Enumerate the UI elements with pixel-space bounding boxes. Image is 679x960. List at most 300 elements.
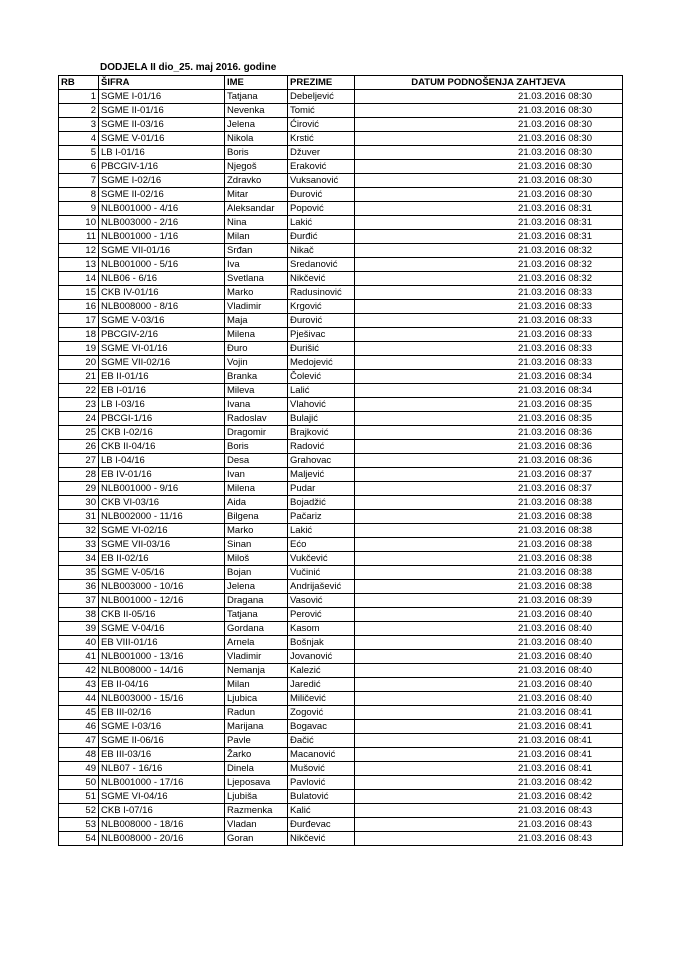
table-row — [59, 748, 623, 762]
cell-rb: 19 — [59, 342, 99, 356]
cell-ime: Gordana — [225, 622, 288, 636]
cell-rb: 2 — [59, 104, 99, 118]
cell-rb: 4 — [59, 132, 99, 146]
table-row — [59, 552, 623, 566]
cell-sifra: NLB001000 - 4/16 — [99, 202, 225, 216]
table-row — [59, 104, 623, 118]
cell-datum: 21.03.2016 08:31 — [355, 202, 623, 216]
table-row — [59, 412, 623, 426]
table-row — [59, 286, 623, 300]
cell-prezime: Vukčević — [288, 552, 355, 566]
cell-prezime: Kasom — [288, 622, 355, 636]
cell-prezime: Jaredić — [288, 678, 355, 692]
cell-ime: Nikola — [225, 132, 288, 146]
cell-rb: 51 — [59, 790, 99, 804]
cell-sifra: NLB001000 - 13/16 — [99, 650, 225, 664]
cell-rb: 3 — [59, 118, 99, 132]
cell-datum: 21.03.2016 08:38 — [355, 510, 623, 524]
cell-rb: 33 — [59, 538, 99, 552]
table-row — [59, 370, 623, 384]
cell-rb: 20 — [59, 356, 99, 370]
cell-sifra: CKB II-04/16 — [99, 440, 225, 454]
cell-sifra: NLB008000 - 18/16 — [99, 818, 225, 832]
cell-datum: 21.03.2016 08:42 — [355, 776, 623, 790]
cell-ime: Radun — [225, 706, 288, 720]
cell-sifra: SGME V-03/16 — [99, 314, 225, 328]
cell-sifra: EB III-03/16 — [99, 748, 225, 762]
cell-rb: 26 — [59, 440, 99, 454]
cell-ime: Miloš — [225, 552, 288, 566]
cell-datum: 21.03.2016 08:41 — [355, 748, 623, 762]
cell-prezime: Perović — [288, 608, 355, 622]
table-row — [59, 384, 623, 398]
table-row — [59, 818, 623, 832]
cell-rb: 43 — [59, 678, 99, 692]
cell-sifra: EB IV-01/16 — [99, 468, 225, 482]
cell-ime: Vladimir — [225, 650, 288, 664]
cell-prezime: Jovanović — [288, 650, 355, 664]
table-row — [59, 230, 623, 244]
cell-datum: 21.03.2016 08:31 — [355, 216, 623, 230]
cell-datum: 21.03.2016 08:43 — [355, 804, 623, 818]
table-row — [59, 328, 623, 342]
table-row — [59, 664, 623, 678]
table-row — [59, 832, 623, 846]
table-row — [59, 300, 623, 314]
cell-ime: Vladimir — [225, 300, 288, 314]
column-header-datum: DATUM PODNOŠENJA ZAHTJEVA — [355, 76, 623, 90]
cell-prezime: Mušović — [288, 762, 355, 776]
cell-ime: Dragomir — [225, 426, 288, 440]
table-row — [59, 524, 623, 538]
cell-datum: 21.03.2016 08:30 — [355, 188, 623, 202]
table-row — [59, 720, 623, 734]
cell-sifra: LB I-04/16 — [99, 454, 225, 468]
cell-rb: 35 — [59, 566, 99, 580]
cell-datum: 21.03.2016 08:32 — [355, 258, 623, 272]
cell-sifra: SGME I-01/16 — [99, 90, 225, 104]
table-row — [59, 482, 623, 496]
cell-rb: 14 — [59, 272, 99, 286]
cell-sifra: EB III-02/16 — [99, 706, 225, 720]
cell-prezime: Pudar — [288, 482, 355, 496]
cell-rb: 42 — [59, 664, 99, 678]
cell-prezime: Bulatović — [288, 790, 355, 804]
cell-sifra: NLB003000 - 10/16 — [99, 580, 225, 594]
cell-ime: Bojan — [225, 566, 288, 580]
cell-sifra: CKB I-02/16 — [99, 426, 225, 440]
cell-datum: 21.03.2016 08:33 — [355, 314, 623, 328]
cell-datum: 21.03.2016 08:30 — [355, 174, 623, 188]
cell-datum: 21.03.2016 08:30 — [355, 104, 623, 118]
cell-datum: 21.03.2016 08:35 — [355, 412, 623, 426]
cell-sifra: NLB003000 - 2/16 — [99, 216, 225, 230]
cell-ime: Ljeposava — [225, 776, 288, 790]
cell-prezime: Nikčević — [288, 832, 355, 846]
cell-ime: Boris — [225, 146, 288, 160]
cell-ime: Zdravko — [225, 174, 288, 188]
cell-rb: 13 — [59, 258, 99, 272]
table-row — [59, 454, 623, 468]
cell-prezime: Grahovac — [288, 454, 355, 468]
cell-sifra: CKB IV-01/16 — [99, 286, 225, 300]
cell-sifra: EB II-04/16 — [99, 678, 225, 692]
table-row — [59, 804, 623, 818]
table-row — [59, 244, 623, 258]
table-row — [59, 706, 623, 720]
table-row — [59, 216, 623, 230]
cell-sifra: CKB II-05/16 — [99, 608, 225, 622]
cell-prezime: Andrijašević — [288, 580, 355, 594]
cell-rb: 6 — [59, 160, 99, 174]
cell-rb: 8 — [59, 188, 99, 202]
table-row — [59, 356, 623, 370]
cell-ime: Marko — [225, 286, 288, 300]
cell-ime: Aida — [225, 496, 288, 510]
cell-prezime: Đurđevac — [288, 818, 355, 832]
cell-prezime: Kalezić — [288, 664, 355, 678]
cell-rb: 9 — [59, 202, 99, 216]
cell-sifra: SGME VI-04/16 — [99, 790, 225, 804]
table-body — [59, 90, 623, 846]
cell-prezime: Nikač — [288, 244, 355, 258]
cell-prezime: Pješivac — [288, 328, 355, 342]
cell-ime: Njegoš — [225, 160, 288, 174]
cell-ime: Dinela — [225, 762, 288, 776]
cell-rb: 28 — [59, 468, 99, 482]
cell-prezime: Tomić — [288, 104, 355, 118]
cell-datum: 21.03.2016 08:40 — [355, 664, 623, 678]
table-row — [59, 118, 623, 132]
cell-rb: 40 — [59, 636, 99, 650]
cell-datum: 21.03.2016 08:33 — [355, 356, 623, 370]
cell-ime: Iva — [225, 258, 288, 272]
table-row — [59, 314, 623, 328]
cell-ime: Mileva — [225, 384, 288, 398]
cell-sifra: SGME V-01/16 — [99, 132, 225, 146]
cell-datum: 21.03.2016 08:38 — [355, 566, 623, 580]
cell-datum: 21.03.2016 08:42 — [355, 790, 623, 804]
cell-ime: Ljubiša — [225, 790, 288, 804]
cell-ime: Mitar — [225, 188, 288, 202]
cell-datum: 21.03.2016 08:31 — [355, 230, 623, 244]
cell-prezime: Macanović — [288, 748, 355, 762]
table-row — [59, 174, 623, 188]
table-row — [59, 776, 623, 790]
cell-datum: 21.03.2016 08:40 — [355, 622, 623, 636]
cell-datum: 21.03.2016 08:41 — [355, 706, 623, 720]
cell-datum: 21.03.2016 08:41 — [355, 762, 623, 776]
cell-prezime: Đurović — [288, 188, 355, 202]
table-row — [59, 762, 623, 776]
cell-rb: 37 — [59, 594, 99, 608]
cell-sifra: SGME I-03/16 — [99, 720, 225, 734]
cell-ime: Aleksandar — [225, 202, 288, 216]
cell-rb: 17 — [59, 314, 99, 328]
cell-prezime: Eraković — [288, 160, 355, 174]
cell-rb: 47 — [59, 734, 99, 748]
cell-prezime: Vlahović — [288, 398, 355, 412]
cell-prezime: Lalić — [288, 384, 355, 398]
cell-sifra: NLB008000 - 20/16 — [99, 832, 225, 846]
cell-prezime: Bulajić — [288, 412, 355, 426]
cell-prezime: Džuver — [288, 146, 355, 160]
cell-ime: Branka — [225, 370, 288, 384]
cell-datum: 21.03.2016 08:30 — [355, 160, 623, 174]
cell-rb: 30 — [59, 496, 99, 510]
column-header-ime: IME — [225, 76, 288, 90]
cell-ime: Arnela — [225, 636, 288, 650]
table-row — [59, 426, 623, 440]
cell-datum: 21.03.2016 08:30 — [355, 118, 623, 132]
cell-rb: 48 — [59, 748, 99, 762]
cell-prezime: Miličević — [288, 692, 355, 706]
cell-datum: 21.03.2016 08:36 — [355, 440, 623, 454]
cell-sifra: LB I-01/16 — [99, 146, 225, 160]
cell-prezime: Radusinović — [288, 286, 355, 300]
cell-prezime: Radović — [288, 440, 355, 454]
cell-sifra: SGME II-02/16 — [99, 188, 225, 202]
cell-ime: Ljubica — [225, 692, 288, 706]
cell-rb: 39 — [59, 622, 99, 636]
cell-ime: Tatjana — [225, 608, 288, 622]
cell-sifra: NLB001000 - 17/16 — [99, 776, 225, 790]
cell-ime: Dragana — [225, 594, 288, 608]
cell-prezime: Krgović — [288, 300, 355, 314]
cell-rb: 21 — [59, 370, 99, 384]
cell-prezime: Nikčević — [288, 272, 355, 286]
cell-rb: 25 — [59, 426, 99, 440]
table-header-row — [59, 76, 623, 90]
cell-datum: 21.03.2016 08:33 — [355, 328, 623, 342]
cell-ime: Maja — [225, 314, 288, 328]
cell-datum: 21.03.2016 08:34 — [355, 384, 623, 398]
cell-ime: Boris — [225, 440, 288, 454]
cell-prezime: Ećo — [288, 538, 355, 552]
cell-datum: 21.03.2016 08:32 — [355, 244, 623, 258]
cell-ime: Sinan — [225, 538, 288, 552]
table-row — [59, 258, 623, 272]
cell-prezime: Bošnjak — [288, 636, 355, 650]
cell-prezime: Kalić — [288, 804, 355, 818]
cell-prezime: Brajković — [288, 426, 355, 440]
cell-sifra: SGME V-04/16 — [99, 622, 225, 636]
cell-prezime: Pačariz — [288, 510, 355, 524]
cell-ime: Pavle — [225, 734, 288, 748]
cell-prezime: Krstić — [288, 132, 355, 146]
cell-rb: 32 — [59, 524, 99, 538]
cell-rb: 10 — [59, 216, 99, 230]
cell-rb: 5 — [59, 146, 99, 160]
cell-sifra: EB II-02/16 — [99, 552, 225, 566]
table-row — [59, 90, 623, 104]
cell-rb: 15 — [59, 286, 99, 300]
cell-ime: Razmenka — [225, 804, 288, 818]
cell-sifra: SGME VII-01/16 — [99, 244, 225, 258]
cell-sifra: EB I-01/16 — [99, 384, 225, 398]
cell-ime: Milena — [225, 328, 288, 342]
cell-sifra: SGME II-03/16 — [99, 118, 225, 132]
cell-prezime: Vasović — [288, 594, 355, 608]
cell-datum: 21.03.2016 08:40 — [355, 678, 623, 692]
cell-datum: 21.03.2016 08:36 — [355, 454, 623, 468]
cell-datum: 21.03.2016 08:30 — [355, 132, 623, 146]
cell-sifra: PBCGIV-2/16 — [99, 328, 225, 342]
cell-sifra: SGME VII-02/16 — [99, 356, 225, 370]
cell-rb: 29 — [59, 482, 99, 496]
cell-prezime: Bojadžić — [288, 496, 355, 510]
cell-ime: Desa — [225, 454, 288, 468]
cell-rb: 38 — [59, 608, 99, 622]
cell-rb: 41 — [59, 650, 99, 664]
cell-sifra: SGME V-05/16 — [99, 566, 225, 580]
cell-rb: 23 — [59, 398, 99, 412]
cell-rb: 31 — [59, 510, 99, 524]
cell-prezime: Lakić — [288, 216, 355, 230]
cell-datum: 21.03.2016 08:34 — [355, 370, 623, 384]
cell-datum: 21.03.2016 08:38 — [355, 552, 623, 566]
cell-prezime: Vuksanović — [288, 174, 355, 188]
cell-sifra: SGME II-06/16 — [99, 734, 225, 748]
cell-sifra: LB I-03/16 — [99, 398, 225, 412]
cell-sifra: SGME VI-02/16 — [99, 524, 225, 538]
cell-ime: Milena — [225, 482, 288, 496]
cell-prezime: Vučinić — [288, 566, 355, 580]
table-row — [59, 440, 623, 454]
table-row — [59, 510, 623, 524]
cell-ime: Nemanja — [225, 664, 288, 678]
cell-datum: 21.03.2016 08:41 — [355, 720, 623, 734]
cell-rb: 22 — [59, 384, 99, 398]
cell-prezime: Popović — [288, 202, 355, 216]
cell-ime: Jelena — [225, 118, 288, 132]
cell-sifra: NLB002000 - 11/16 — [99, 510, 225, 524]
table-row — [59, 132, 623, 146]
cell-sifra: NLB003000 - 15/16 — [99, 692, 225, 706]
table-row — [59, 398, 623, 412]
cell-sifra: CKB VI-03/16 — [99, 496, 225, 510]
table-row — [59, 622, 623, 636]
cell-prezime: Đurišić — [288, 342, 355, 356]
table-row — [59, 272, 623, 286]
cell-datum: 21.03.2016 08:40 — [355, 650, 623, 664]
cell-datum: 21.03.2016 08:41 — [355, 734, 623, 748]
table-row — [59, 678, 623, 692]
cell-prezime: Đačić — [288, 734, 355, 748]
cell-sifra: NLB008000 - 14/16 — [99, 664, 225, 678]
table-row — [59, 188, 623, 202]
table-row — [59, 608, 623, 622]
cell-rb: 16 — [59, 300, 99, 314]
document-title: DODJELA II dio_25. maj 2016. godine — [100, 62, 277, 73]
column-header-rb: RB — [59, 76, 99, 90]
table-row — [59, 146, 623, 160]
cell-datum: 21.03.2016 08:38 — [355, 538, 623, 552]
cell-prezime: Zogović — [288, 706, 355, 720]
cell-ime: Goran — [225, 832, 288, 846]
cell-rb: 34 — [59, 552, 99, 566]
cell-rb: 1 — [59, 90, 99, 104]
cell-sifra: EB II-01/16 — [99, 370, 225, 384]
table-row — [59, 692, 623, 706]
cell-sifra: NLB001000 - 5/16 — [99, 258, 225, 272]
table-row — [59, 342, 623, 356]
cell-datum: 21.03.2016 08:40 — [355, 692, 623, 706]
cell-ime: Srđan — [225, 244, 288, 258]
cell-ime: Radoslav — [225, 412, 288, 426]
cell-rb: 11 — [59, 230, 99, 244]
cell-ime: Vladan — [225, 818, 288, 832]
cell-ime: Bilgena — [225, 510, 288, 524]
cell-datum: 21.03.2016 08:37 — [355, 468, 623, 482]
cell-sifra: SGME II-01/16 — [99, 104, 225, 118]
table-row — [59, 594, 623, 608]
applications-table — [58, 75, 623, 846]
cell-rb: 7 — [59, 174, 99, 188]
cell-sifra: NLB001000 - 9/16 — [99, 482, 225, 496]
cell-prezime: Sredanović — [288, 258, 355, 272]
table-row — [59, 734, 623, 748]
cell-rb: 49 — [59, 762, 99, 776]
cell-datum: 21.03.2016 08:32 — [355, 272, 623, 286]
cell-datum: 21.03.2016 08:38 — [355, 524, 623, 538]
table-row — [59, 538, 623, 552]
cell-rb: 27 — [59, 454, 99, 468]
cell-datum: 21.03.2016 08:36 — [355, 426, 623, 440]
cell-sifra: NLB001000 - 1/16 — [99, 230, 225, 244]
cell-ime: Tatjana — [225, 90, 288, 104]
cell-datum: 21.03.2016 08:38 — [355, 580, 623, 594]
cell-rb: 52 — [59, 804, 99, 818]
cell-datum: 21.03.2016 08:40 — [355, 608, 623, 622]
cell-ime: Marko — [225, 524, 288, 538]
cell-sifra: NLB06 - 6/16 — [99, 272, 225, 286]
cell-sifra: PBCGIV-1/16 — [99, 160, 225, 174]
cell-datum: 21.03.2016 08:33 — [355, 300, 623, 314]
cell-ime: Milan — [225, 230, 288, 244]
cell-prezime: Pavlović — [288, 776, 355, 790]
cell-sifra: SGME VII-03/16 — [99, 538, 225, 552]
cell-datum: 21.03.2016 08:40 — [355, 636, 623, 650]
cell-ime: Ivana — [225, 398, 288, 412]
cell-prezime: Medojević — [288, 356, 355, 370]
cell-sifra: NLB001000 - 12/16 — [99, 594, 225, 608]
table-row — [59, 202, 623, 216]
table-row — [59, 496, 623, 510]
cell-sifra: PBCGI-1/16 — [99, 412, 225, 426]
table-row — [59, 790, 623, 804]
cell-ime: Nevenka — [225, 104, 288, 118]
cell-ime: Žarko — [225, 748, 288, 762]
cell-rb: 24 — [59, 412, 99, 426]
cell-ime: Vojin — [225, 356, 288, 370]
cell-datum: 21.03.2016 08:39 — [355, 594, 623, 608]
table-row — [59, 468, 623, 482]
cell-datum: 21.03.2016 08:37 — [355, 482, 623, 496]
table-row — [59, 636, 623, 650]
cell-sifra: SGME I-02/16 — [99, 174, 225, 188]
cell-datum: 21.03.2016 08:43 — [355, 832, 623, 846]
cell-prezime: Đurđić — [288, 230, 355, 244]
cell-rb: 18 — [59, 328, 99, 342]
cell-prezime: Bogavac — [288, 720, 355, 734]
cell-prezime: Debeljević — [288, 90, 355, 104]
cell-prezime: Čolević — [288, 370, 355, 384]
cell-prezime: Maljević — [288, 468, 355, 482]
cell-rb: 12 — [59, 244, 99, 258]
cell-rb: 45 — [59, 706, 99, 720]
cell-ime: Đuro — [225, 342, 288, 356]
